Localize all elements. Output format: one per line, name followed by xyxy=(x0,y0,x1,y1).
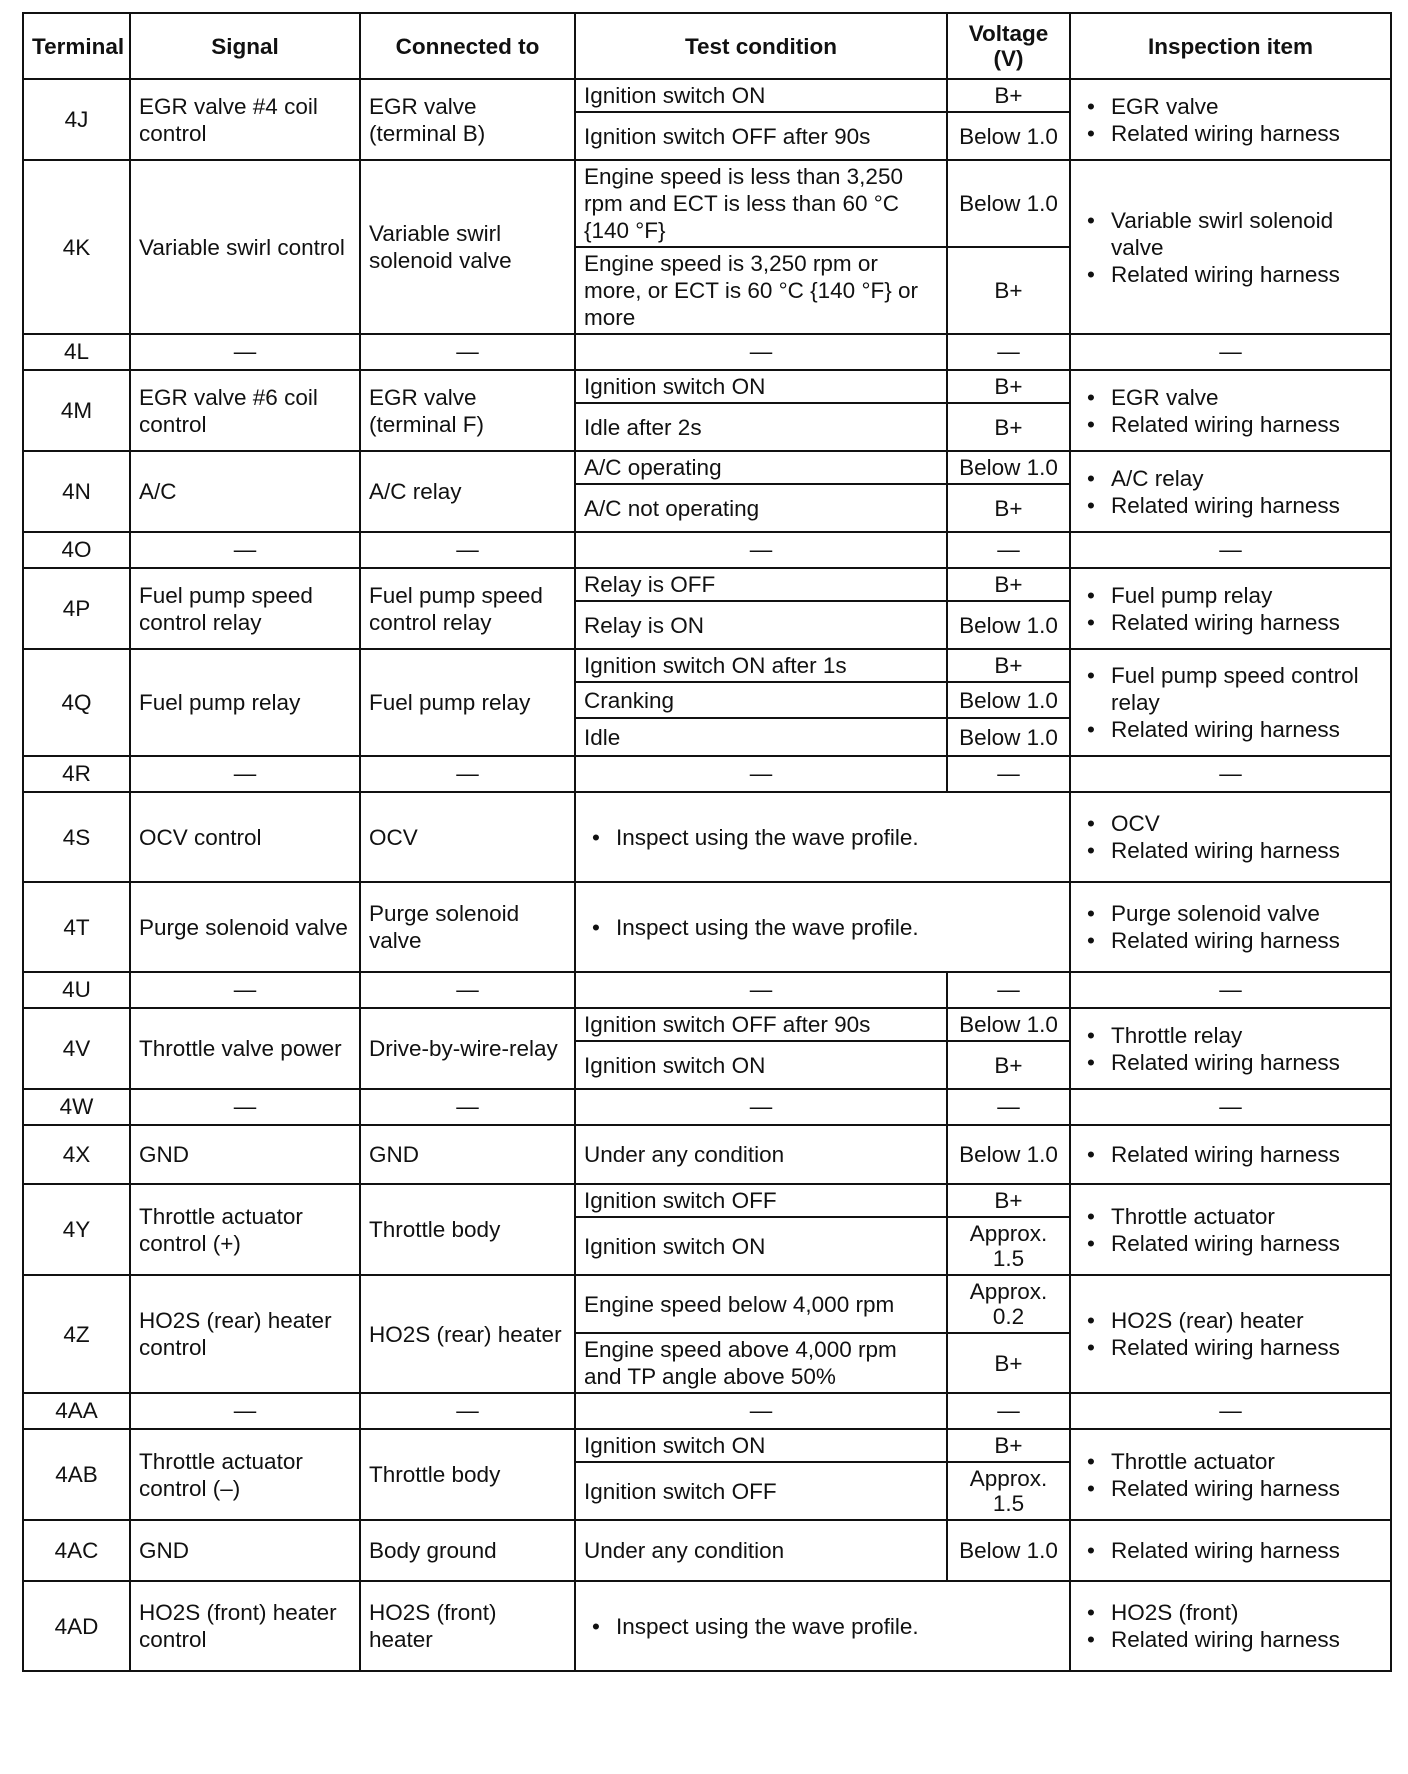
test-condition-cell: Ignition switch ON xyxy=(575,79,947,112)
voltage-cell: B+ xyxy=(947,370,1070,403)
inspection-item: • HO2S (rear) heater xyxy=(1079,1307,1382,1334)
inspection-item: • Related wiring harness xyxy=(1079,1334,1382,1361)
signal-cell: — xyxy=(130,1089,360,1125)
connected-to-cell: EGR valve (terminal B) xyxy=(360,79,575,160)
connected-to-cell: Throttle body xyxy=(360,1429,575,1520)
connected-to-cell: — xyxy=(360,532,575,568)
test-condition-cell: Idle after 2s xyxy=(575,403,947,451)
voltage-cell: B+ xyxy=(947,568,1070,601)
table-row xyxy=(23,160,1391,247)
connected-to-cell: Body ground xyxy=(360,1520,575,1581)
voltage-cell: B+ xyxy=(947,1184,1070,1217)
test-condition-cell: Engine speed is 3,250 rpm or more, or ECT is 60 °C {140 °F} or more xyxy=(575,247,947,334)
connected-to-cell: OCV xyxy=(360,792,575,882)
voltage-cell: Below 1.0 xyxy=(947,1008,1070,1041)
test-condition-cell: Under any condition xyxy=(575,1125,947,1184)
table-row xyxy=(23,972,1391,1008)
test-condition-cell: Ignition switch ON xyxy=(575,1429,947,1462)
test-condition-cell: Ignition switch ON xyxy=(575,1217,947,1275)
terminal-cell: 4K xyxy=(23,160,130,334)
signal-cell: — xyxy=(130,756,360,792)
signal-cell: — xyxy=(130,1393,360,1429)
connected-to-cell: — xyxy=(360,972,575,1008)
test-condition-cell: Engine speed above 4,000 rpm and TP angle above 50% xyxy=(575,1333,947,1393)
terminal-cell: 4O xyxy=(23,532,130,568)
voltage-cell: Below 1.0 xyxy=(947,682,1070,718)
wave-profile-note: • Inspect using the wave profile. xyxy=(584,824,1061,851)
test-condition-cell: Idle xyxy=(575,718,947,756)
inspection-item: • Throttle relay xyxy=(1079,1022,1382,1049)
voltage-cell: Below 1.0 xyxy=(947,451,1070,484)
test-condition-cell: Ignition switch ON xyxy=(575,370,947,403)
inspection-cell xyxy=(1070,451,1391,532)
signal-cell: OCV control xyxy=(130,792,360,882)
inspection-item: • A/C relay xyxy=(1079,465,1382,492)
connected-to-cell: — xyxy=(360,1089,575,1125)
connected-to-cell: Fuel pump speed control relay xyxy=(360,568,575,649)
header-signal: Signal xyxy=(130,13,360,79)
signal-cell: Fuel pump speed control relay xyxy=(130,568,360,649)
test-condition-cell: — xyxy=(575,756,947,792)
test-condition-cell: Ignition switch OFF after 90s xyxy=(575,112,947,160)
connected-to-cell: Variable swirl solenoid valve xyxy=(360,160,575,334)
terminal-voltage-table xyxy=(22,12,1392,1672)
inspection-cell xyxy=(1070,1125,1391,1184)
table-row xyxy=(23,649,1391,682)
connected-to-cell: Fuel pump relay xyxy=(360,649,575,756)
voltage-cell: Approx. 1.5 xyxy=(947,1217,1070,1275)
voltage-cell: — xyxy=(947,532,1070,568)
signal-cell: Throttle actuator control (–) xyxy=(130,1429,360,1520)
inspection-item: • Related wiring harness xyxy=(1079,492,1382,519)
voltage-cell: B+ xyxy=(947,1041,1070,1089)
terminal-cell: 4N xyxy=(23,451,130,532)
connected-to-cell: — xyxy=(360,756,575,792)
inspection-item: • Related wiring harness xyxy=(1079,927,1382,954)
test-condition-cell: Relay is ON xyxy=(575,601,947,649)
inspection-item: • HO2S (front) xyxy=(1079,1599,1382,1626)
table-row xyxy=(23,1520,1391,1581)
connected-to-cell: GND xyxy=(360,1125,575,1184)
test-condition-cell: A/C operating xyxy=(575,451,947,484)
table-row xyxy=(23,792,1391,882)
header-terminal: Terminal xyxy=(23,13,130,79)
test-condition-cell: A/C not operating xyxy=(575,484,947,532)
test-condition-cell: Ignition switch OFF after 90s xyxy=(575,1008,947,1041)
table-row xyxy=(23,451,1391,484)
voltage-cell: B+ xyxy=(947,79,1070,112)
connected-to-cell: A/C relay xyxy=(360,451,575,532)
test-condition-cell xyxy=(575,882,1070,972)
terminal-cell: 4AA xyxy=(23,1393,130,1429)
inspection-cell xyxy=(1070,649,1391,756)
signal-cell: GND xyxy=(130,1520,360,1581)
connected-to-cell: HO2S (front) heater xyxy=(360,1581,575,1671)
inspection-item: • EGR valve xyxy=(1079,93,1382,120)
test-condition-cell: Ignition switch ON after 1s xyxy=(575,649,947,682)
table-row xyxy=(23,79,1391,112)
terminal-cell: 4Q xyxy=(23,649,130,756)
signal-cell: GND xyxy=(130,1125,360,1184)
terminal-cell: 4R xyxy=(23,756,130,792)
terminal-cell: 4M xyxy=(23,370,130,451)
wave-profile-note: • Inspect using the wave profile. xyxy=(584,1613,1061,1640)
signal-cell: HO2S (rear) heater control xyxy=(130,1275,360,1393)
connected-to-cell: HO2S (rear) heater xyxy=(360,1275,575,1393)
inspection-item: • Related wiring harness xyxy=(1079,411,1382,438)
terminal-cell: 4W xyxy=(23,1089,130,1125)
header-test-condition: Test condition xyxy=(575,13,947,79)
test-condition-cell: Relay is OFF xyxy=(575,568,947,601)
signal-cell: EGR valve #4 coil control xyxy=(130,79,360,160)
voltage-cell: B+ xyxy=(947,1429,1070,1462)
inspection-cell: — xyxy=(1070,756,1391,792)
test-condition-cell xyxy=(575,792,1070,882)
inspection-item: • Related wiring harness xyxy=(1079,1537,1382,1564)
table-row xyxy=(23,1089,1391,1125)
test-condition-cell xyxy=(575,1581,1070,1671)
connected-to-cell: — xyxy=(360,1393,575,1429)
table-row xyxy=(23,1429,1391,1462)
header-voltage: Voltage (V) xyxy=(947,13,1070,79)
voltage-cell: Below 1.0 xyxy=(947,1520,1070,1581)
inspection-item: • Purge solenoid valve xyxy=(1079,900,1382,927)
inspection-cell xyxy=(1070,1008,1391,1089)
table-row xyxy=(23,1184,1391,1217)
inspection-cell xyxy=(1070,1429,1391,1520)
table-row xyxy=(23,1581,1391,1671)
voltage-cell: Approx. 0.2 xyxy=(947,1275,1070,1333)
voltage-cell: B+ xyxy=(947,484,1070,532)
terminal-cell: 4P xyxy=(23,568,130,649)
inspection-cell xyxy=(1070,1275,1391,1393)
inspection-item: • Related wiring harness xyxy=(1079,1049,1382,1076)
inspection-cell: — xyxy=(1070,532,1391,568)
inspection-item: • Throttle actuator xyxy=(1079,1448,1382,1475)
connected-to-cell: Throttle body xyxy=(360,1184,575,1275)
signal-cell: A/C xyxy=(130,451,360,532)
terminal-cell: 4S xyxy=(23,792,130,882)
terminal-cell: 4AB xyxy=(23,1429,130,1520)
table-row xyxy=(23,370,1391,403)
test-condition-cell: — xyxy=(575,1089,947,1125)
voltage-cell: B+ xyxy=(947,247,1070,334)
table-row xyxy=(23,334,1391,370)
inspection-cell xyxy=(1070,1184,1391,1275)
terminal-cell: 4V xyxy=(23,1008,130,1089)
voltage-cell: Below 1.0 xyxy=(947,718,1070,756)
inspection-item: • Related wiring harness xyxy=(1079,1626,1382,1653)
test-condition-cell: Cranking xyxy=(575,682,947,718)
terminal-cell: 4U xyxy=(23,972,130,1008)
inspection-cell xyxy=(1070,1520,1391,1581)
connected-to-cell: EGR valve (terminal F) xyxy=(360,370,575,451)
test-condition-cell: — xyxy=(575,972,947,1008)
terminal-spec-document xyxy=(22,12,1390,1672)
voltage-cell: B+ xyxy=(947,649,1070,682)
inspection-item: • Related wiring harness xyxy=(1079,609,1382,636)
table-row xyxy=(23,1275,1391,1333)
test-condition-cell: — xyxy=(575,334,947,370)
inspection-item: • EGR valve xyxy=(1079,384,1382,411)
terminal-cell: 4AC xyxy=(23,1520,130,1581)
inspection-cell xyxy=(1070,160,1391,334)
inspection-cell: — xyxy=(1070,334,1391,370)
terminal-cell: 4J xyxy=(23,79,130,160)
voltage-cell: — xyxy=(947,334,1070,370)
signal-cell: — xyxy=(130,334,360,370)
header-inspection-item: Inspection item xyxy=(1070,13,1391,79)
voltage-cell: Approx. 1.5 xyxy=(947,1462,1070,1520)
table-row xyxy=(23,532,1391,568)
connected-to-cell: — xyxy=(360,334,575,370)
signal-cell: Purge solenoid valve xyxy=(130,882,360,972)
signal-cell: Fuel pump relay xyxy=(130,649,360,756)
test-condition-cell: Under any condition xyxy=(575,1520,947,1581)
inspection-item: • Related wiring harness xyxy=(1079,1475,1382,1502)
test-condition-cell: Engine speed is less than 3,250 rpm and ECT is less than 60 °C {140 °F} xyxy=(575,160,947,247)
voltage-cell: Below 1.0 xyxy=(947,160,1070,247)
table-row xyxy=(23,1125,1391,1184)
terminal-cell: 4L xyxy=(23,334,130,370)
inspection-cell xyxy=(1070,1581,1391,1671)
terminal-cell: 4AD xyxy=(23,1581,130,1671)
inspection-cell: — xyxy=(1070,1089,1391,1125)
signal-cell: HO2S (front) heater control xyxy=(130,1581,360,1671)
header-row xyxy=(23,13,1391,79)
wave-profile-note: • Inspect using the wave profile. xyxy=(584,914,1061,941)
inspection-cell: — xyxy=(1070,972,1391,1008)
inspection-item: • Related wiring harness xyxy=(1079,1230,1382,1257)
voltage-cell: — xyxy=(947,756,1070,792)
test-condition-cell: Ignition switch ON xyxy=(575,1041,947,1089)
inspection-item: • Related wiring harness xyxy=(1079,120,1382,147)
inspection-cell xyxy=(1070,370,1391,451)
test-condition-cell: — xyxy=(575,1393,947,1429)
terminal-cell: 4Y xyxy=(23,1184,130,1275)
voltage-cell: — xyxy=(947,1089,1070,1125)
voltage-cell: Below 1.0 xyxy=(947,601,1070,649)
inspection-cell xyxy=(1070,568,1391,649)
header-connected-to: Connected to xyxy=(360,13,575,79)
test-condition-cell: Ignition switch OFF xyxy=(575,1184,947,1217)
signal-cell: — xyxy=(130,532,360,568)
inspection-cell xyxy=(1070,79,1391,160)
inspection-item: • Throttle actuator xyxy=(1079,1203,1382,1230)
inspection-item: • Related wiring harness xyxy=(1079,837,1382,864)
test-condition-cell: Engine speed below 4,000 rpm xyxy=(575,1275,947,1333)
inspection-item: • Related wiring harness xyxy=(1079,1141,1382,1168)
signal-cell: Variable swirl control xyxy=(130,160,360,334)
inspection-cell xyxy=(1070,882,1391,972)
voltage-cell: — xyxy=(947,972,1070,1008)
voltage-cell: Below 1.0 xyxy=(947,1125,1070,1184)
signal-cell: Throttle actuator control (+) xyxy=(130,1184,360,1275)
signal-cell: — xyxy=(130,972,360,1008)
voltage-cell: — xyxy=(947,1393,1070,1429)
signal-cell: EGR valve #6 coil control xyxy=(130,370,360,451)
terminal-cell: 4Z xyxy=(23,1275,130,1393)
connected-to-cell: Drive-by-wire-relay xyxy=(360,1008,575,1089)
inspection-item: • Fuel pump speed control relay xyxy=(1079,662,1382,716)
table-row xyxy=(23,756,1391,792)
inspection-cell: — xyxy=(1070,1393,1391,1429)
signal-cell: Throttle valve power xyxy=(130,1008,360,1089)
inspection-item: • Variable swirl solenoid valve xyxy=(1079,207,1382,261)
inspection-cell xyxy=(1070,792,1391,882)
table-row xyxy=(23,1008,1391,1041)
test-condition-cell: Ignition switch OFF xyxy=(575,1462,947,1520)
table-row xyxy=(23,882,1391,972)
table-row xyxy=(23,1393,1391,1429)
table-row xyxy=(23,568,1391,601)
connected-to-cell: Purge solenoid valve xyxy=(360,882,575,972)
test-condition-cell: — xyxy=(575,532,947,568)
inspection-item: • Fuel pump relay xyxy=(1079,582,1382,609)
terminal-cell: 4X xyxy=(23,1125,130,1184)
voltage-cell: Below 1.0 xyxy=(947,112,1070,160)
inspection-item: • Related wiring harness xyxy=(1079,716,1382,743)
terminal-cell: 4T xyxy=(23,882,130,972)
inspection-item: • OCV xyxy=(1079,810,1382,837)
inspection-item: • Related wiring harness xyxy=(1079,261,1382,288)
voltage-cell: B+ xyxy=(947,1333,1070,1393)
voltage-cell: B+ xyxy=(947,403,1070,451)
